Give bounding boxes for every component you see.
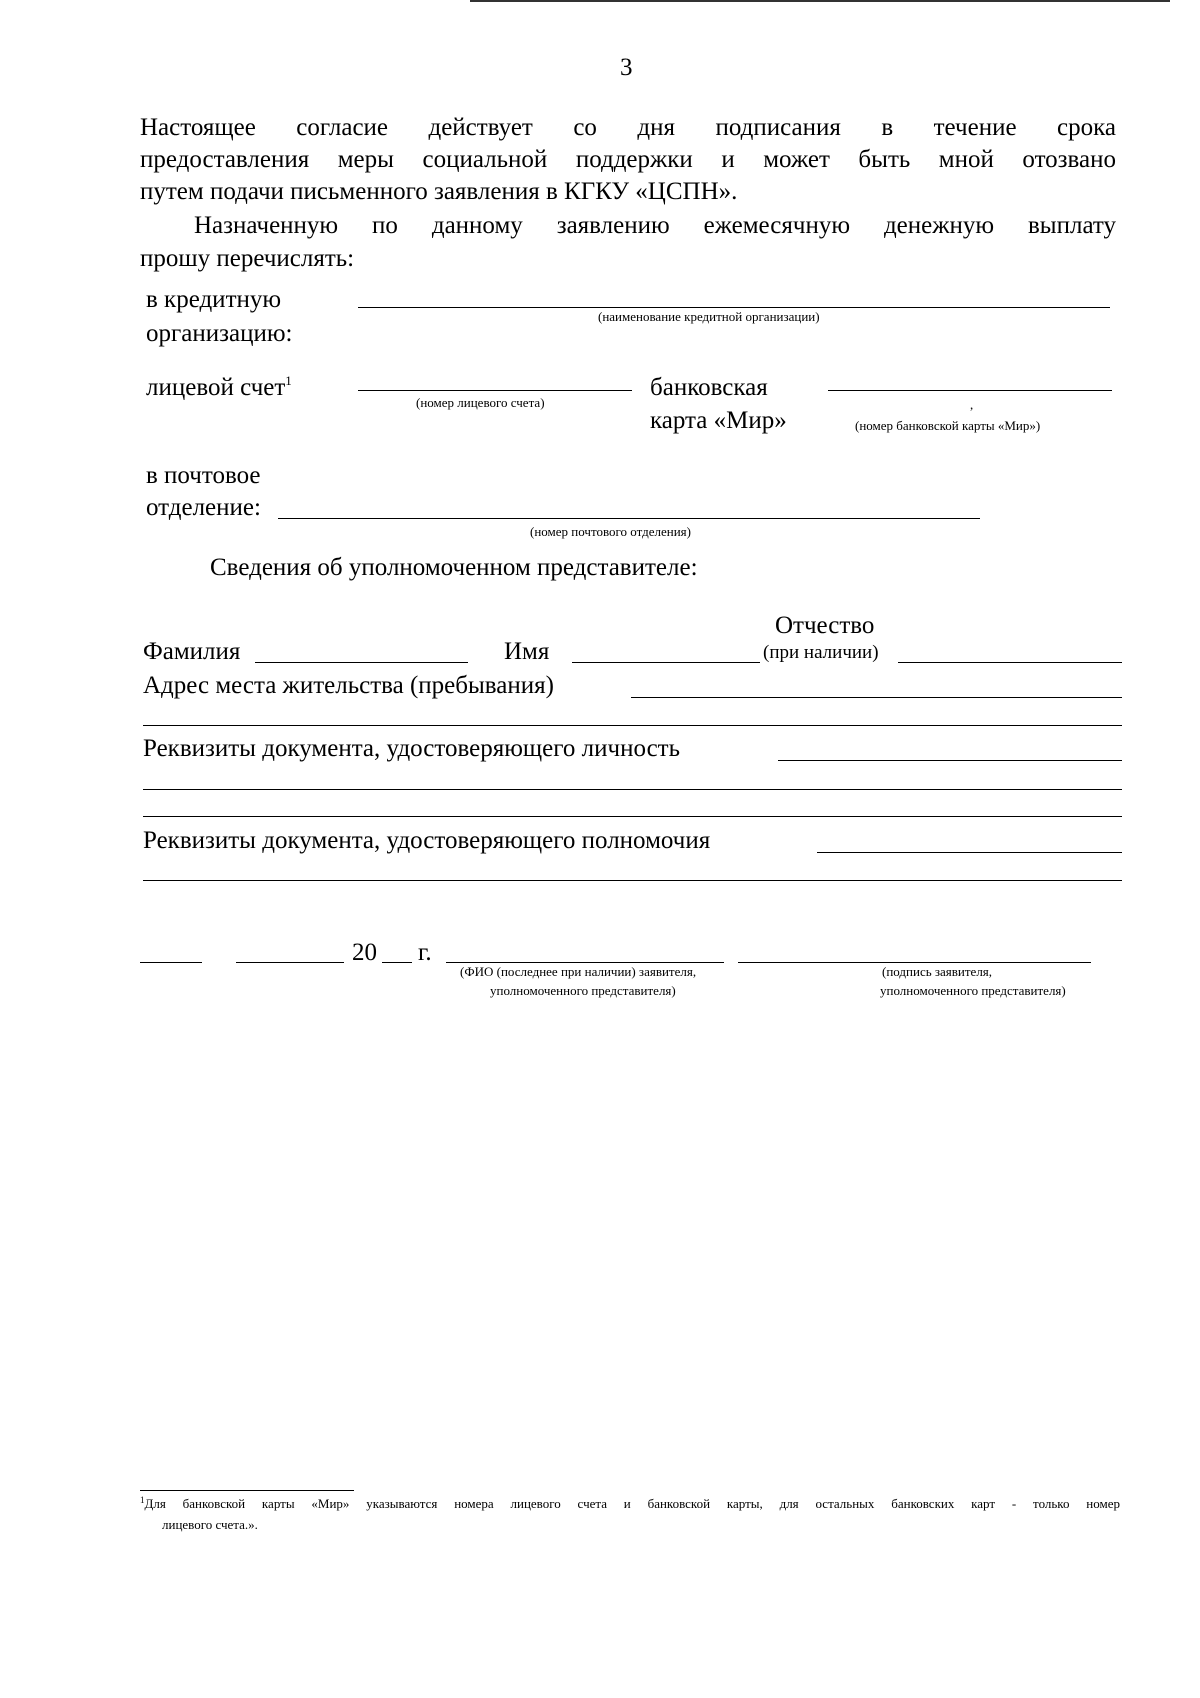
post-label-2: отделение: xyxy=(146,494,261,521)
footnote-rule xyxy=(140,1490,354,1491)
credit-org-caption: (наименование кредитной организации) xyxy=(598,309,820,324)
footnote-line-1 xyxy=(140,1496,1120,1512)
footnote-text-1: Для банковской карты «Мир» указываются номера лицевого счета и банковской карты, для остальных банковских карт - только номер xyxy=(144,1496,1120,1511)
top-scan-rule xyxy=(470,0,1170,2)
date-month-field[interactable] xyxy=(236,962,344,963)
account-label-text: лицевой счет xyxy=(146,374,286,401)
authority-doc-label: Реквизиты документа, удостоверяющего полномочия xyxy=(143,827,711,854)
signature-field[interactable] xyxy=(738,962,1091,963)
id-doc-field-2[interactable] xyxy=(143,789,1122,790)
page-number: 3 xyxy=(620,54,633,81)
fio-field[interactable] xyxy=(446,962,724,963)
year-prefix: 20 xyxy=(352,939,377,966)
payment-line-2: прошу перечислять: xyxy=(140,245,355,272)
account-footnote-mark: 1 xyxy=(285,373,292,388)
surname-field[interactable] xyxy=(255,662,468,663)
date-day-field[interactable] xyxy=(140,962,202,963)
credit-org-label-2: организацию: xyxy=(146,320,293,347)
mir-card-caption: (номер банковской карты «Мир») xyxy=(855,418,1041,433)
authority-doc-field-2[interactable] xyxy=(143,880,1122,881)
address-field-2[interactable] xyxy=(143,725,1122,726)
address-field-1[interactable] xyxy=(631,697,1122,698)
post-caption: (номер почтового отделения) xyxy=(530,524,691,539)
id-doc-field-1[interactable] xyxy=(778,760,1122,761)
consent-line-1: Настоящее согласие действует со дня подписания в течение срока xyxy=(140,114,1116,141)
mir-card-label-1: банковская xyxy=(650,374,768,401)
fio-caption-1: (ФИО (последнее при наличии) заявителя, xyxy=(460,964,697,979)
patronymic-field[interactable] xyxy=(898,662,1122,663)
name-field[interactable] xyxy=(572,662,760,663)
name-label: Имя xyxy=(504,638,550,665)
payment-line-1: Назначенную по данному заявлению ежемесячную денежную выплату xyxy=(194,212,1116,239)
address-label: Адрес места жительства (пребывания) xyxy=(143,672,554,699)
mir-card-comma: , xyxy=(970,397,974,412)
credit-org-label-1: в кредитную xyxy=(146,286,282,313)
authority-doc-field-1[interactable] xyxy=(817,852,1122,853)
fio-caption-2: уполномоченного представителя) xyxy=(490,983,676,998)
footnote-line-2: лицевого счета.». xyxy=(162,1517,258,1532)
year-suffix: г. xyxy=(418,939,432,966)
account-caption: (номер лицевого счета) xyxy=(416,395,545,410)
post-office-field[interactable] xyxy=(278,518,980,519)
surname-label: Фамилия xyxy=(143,638,241,665)
account-label xyxy=(146,372,292,404)
mir-card-field[interactable] xyxy=(828,390,1112,391)
credit-org-field[interactable] xyxy=(358,307,1110,308)
post-label-1: в почтовое xyxy=(146,462,261,489)
mir-card-label-2: карта «Мир» xyxy=(650,407,787,434)
sign-caption-1: (подпись заявителя, xyxy=(882,964,993,979)
id-doc-field-3[interactable] xyxy=(143,816,1122,817)
patronymic-label: Отчество xyxy=(775,612,875,639)
sign-caption-2: уполномоченного представителя) xyxy=(880,983,1066,998)
date-year-field[interactable] xyxy=(382,962,412,963)
representative-heading: Сведения об уполномоченном представителе: xyxy=(210,554,698,581)
patronymic-note: (при наличии) xyxy=(763,642,879,663)
consent-line-3: путем подачи письменного заявления в КГКУ «ЦСПН». xyxy=(140,178,738,205)
footnote-mark: 1 xyxy=(140,1495,145,1505)
account-field[interactable] xyxy=(358,390,632,391)
consent-line-2: предоставления меры социальной поддержки и может быть мной отозвано xyxy=(140,146,1116,173)
id-doc-label: Реквизиты документа, удостоверяющего личность xyxy=(143,735,680,762)
